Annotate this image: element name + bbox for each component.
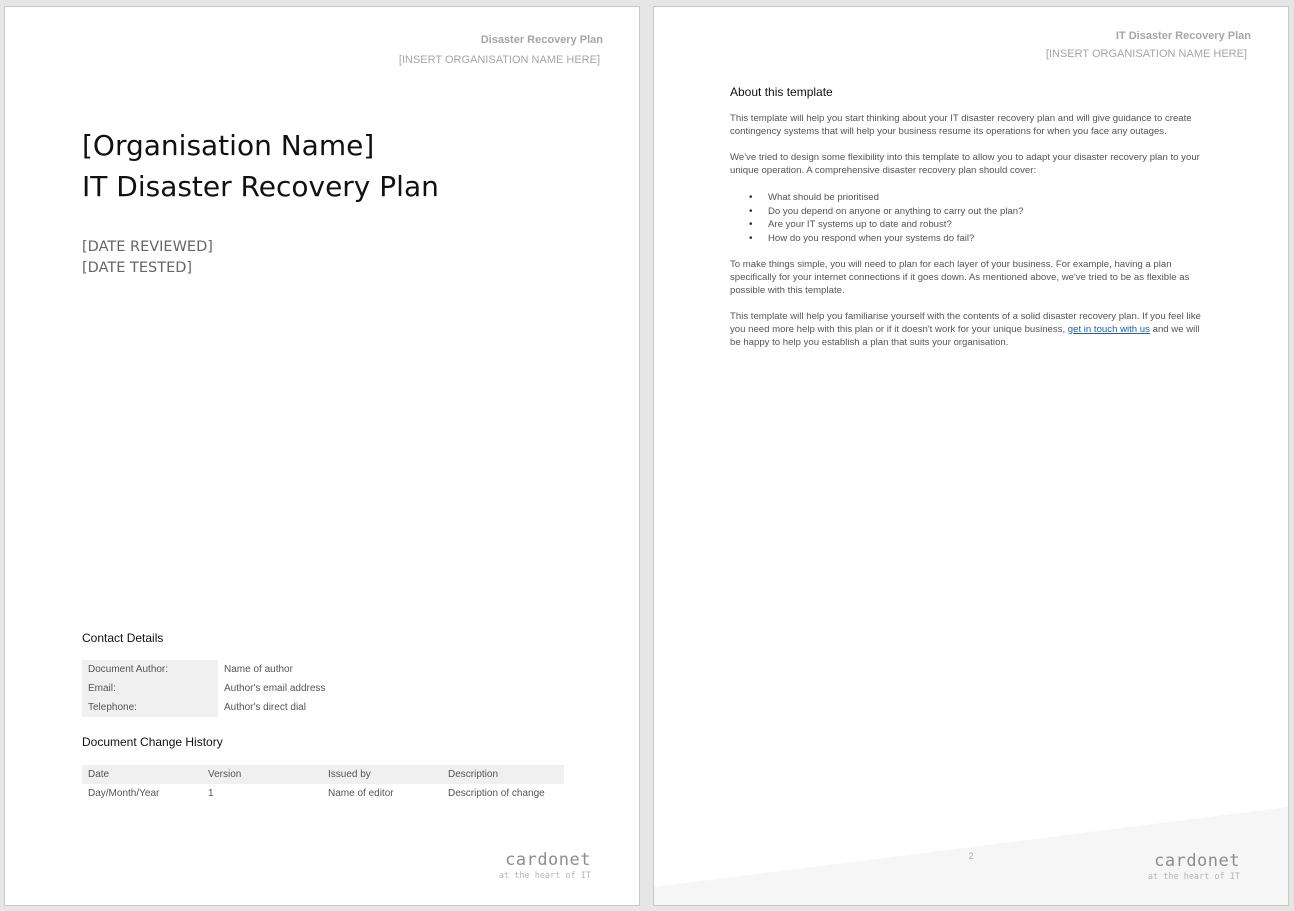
list-item: • Are your IT systems up to date and robust?: [730, 218, 1023, 232]
list-item: • Do you depend on anyone or anything to carry out the plan?: [730, 205, 1023, 219]
date-block: [82, 237, 213, 279]
paragraph-text: and we will be happy to help you establish a plan that suits your organisation.: [730, 324, 1200, 348]
section-title: About this template: [730, 85, 833, 99]
header-organisation: [INSERT ORGANISATION NAME HERE]: [398, 54, 600, 66]
about-page: [653, 6, 1289, 906]
cardonet-logo: [1148, 851, 1240, 883]
contact-value: Author's email address: [224, 683, 326, 694]
paragraph: [730, 310, 1208, 349]
date-reviewed: [DATE REVIEWED]: [82, 239, 213, 255]
contact-us-link[interactable]: get in touch with us: [1067, 324, 1150, 335]
logo-tagline: at the heart of IT: [1147, 872, 1240, 882]
logo-name: cardonet: [505, 850, 591, 870]
logo-tagline: at the heart of IT: [498, 871, 591, 881]
change-history-heading: Document Change History: [82, 735, 223, 749]
table-row: [82, 698, 430, 717]
paragraph-text: This template will help you familiarise yourself with the contents of a solid disaster recovery plan. If you feel like you need more help with this plan or if it doesn't work for your unique business,: [730, 311, 1201, 335]
contact-label: Document Author:: [82, 660, 218, 679]
page-number: 2: [968, 851, 974, 861]
contact-label: Email:: [82, 679, 218, 698]
table-row: [82, 660, 430, 679]
cardonet-logo: [499, 850, 591, 882]
header-organisation: [INSERT ORGANISATION NAME HERE]: [1045, 48, 1247, 60]
bullet-list: [730, 191, 1023, 246]
footer-wedge-decoration: [654, 7, 1288, 905]
table-row: [82, 679, 430, 698]
list-item: • What should be prioritised: [730, 191, 1023, 205]
organisation-name: [Organisation Name]: [82, 129, 375, 162]
column-header: Description: [442, 765, 564, 784]
column-header: Version: [202, 765, 322, 784]
logo-name: cardonet: [1154, 851, 1240, 871]
table-cell: 1: [208, 788, 214, 799]
contact-details-table: [82, 660, 430, 717]
cover-page: [4, 6, 640, 906]
table-row: [82, 784, 564, 803]
header-title: IT Disaster Recovery Plan: [1115, 30, 1251, 42]
table-cell: Day/Month/Year: [88, 788, 160, 799]
contact-label: Telephone:: [82, 698, 218, 717]
plan-title: IT Disaster Recovery Plan: [82, 170, 439, 203]
date-tested: [DATE TESTED]: [82, 260, 193, 276]
column-header: Date: [82, 765, 202, 784]
contact-details-heading: Contact Details: [82, 631, 164, 645]
paragraph: We've tried to design some flexibility into this template to allow you to adapt your disaster recovery plan to your unique operation. A comprehensive disaster recovery plan should cover:: [730, 152, 1200, 176]
table-cell: Name of editor: [328, 788, 394, 799]
header-title: Disaster Recovery Plan: [480, 34, 603, 46]
column-header: Issued by: [322, 765, 442, 784]
list-item: • How do you respond when your systems do fail?: [730, 232, 1023, 246]
document-title: [82, 125, 439, 207]
contact-value: Name of author: [224, 664, 293, 675]
paragraph: To make things simple, you will need to plan for each layer of your business. For example, having a plan specifically for your internet connections if it goes down. As mentioned above, we've tried to be as flexible as possible with this template.: [730, 259, 1190, 296]
change-history-table: [82, 765, 564, 803]
paragraph: This template will help you start thinking about your IT disaster recovery plan and will give guidance to create contingency systems that will help your business resume its operations for when you face any outages.: [730, 113, 1192, 137]
table-header-row: [82, 765, 564, 784]
table-cell: Description of change: [448, 788, 545, 799]
contact-value: Author's direct dial: [224, 702, 306, 713]
